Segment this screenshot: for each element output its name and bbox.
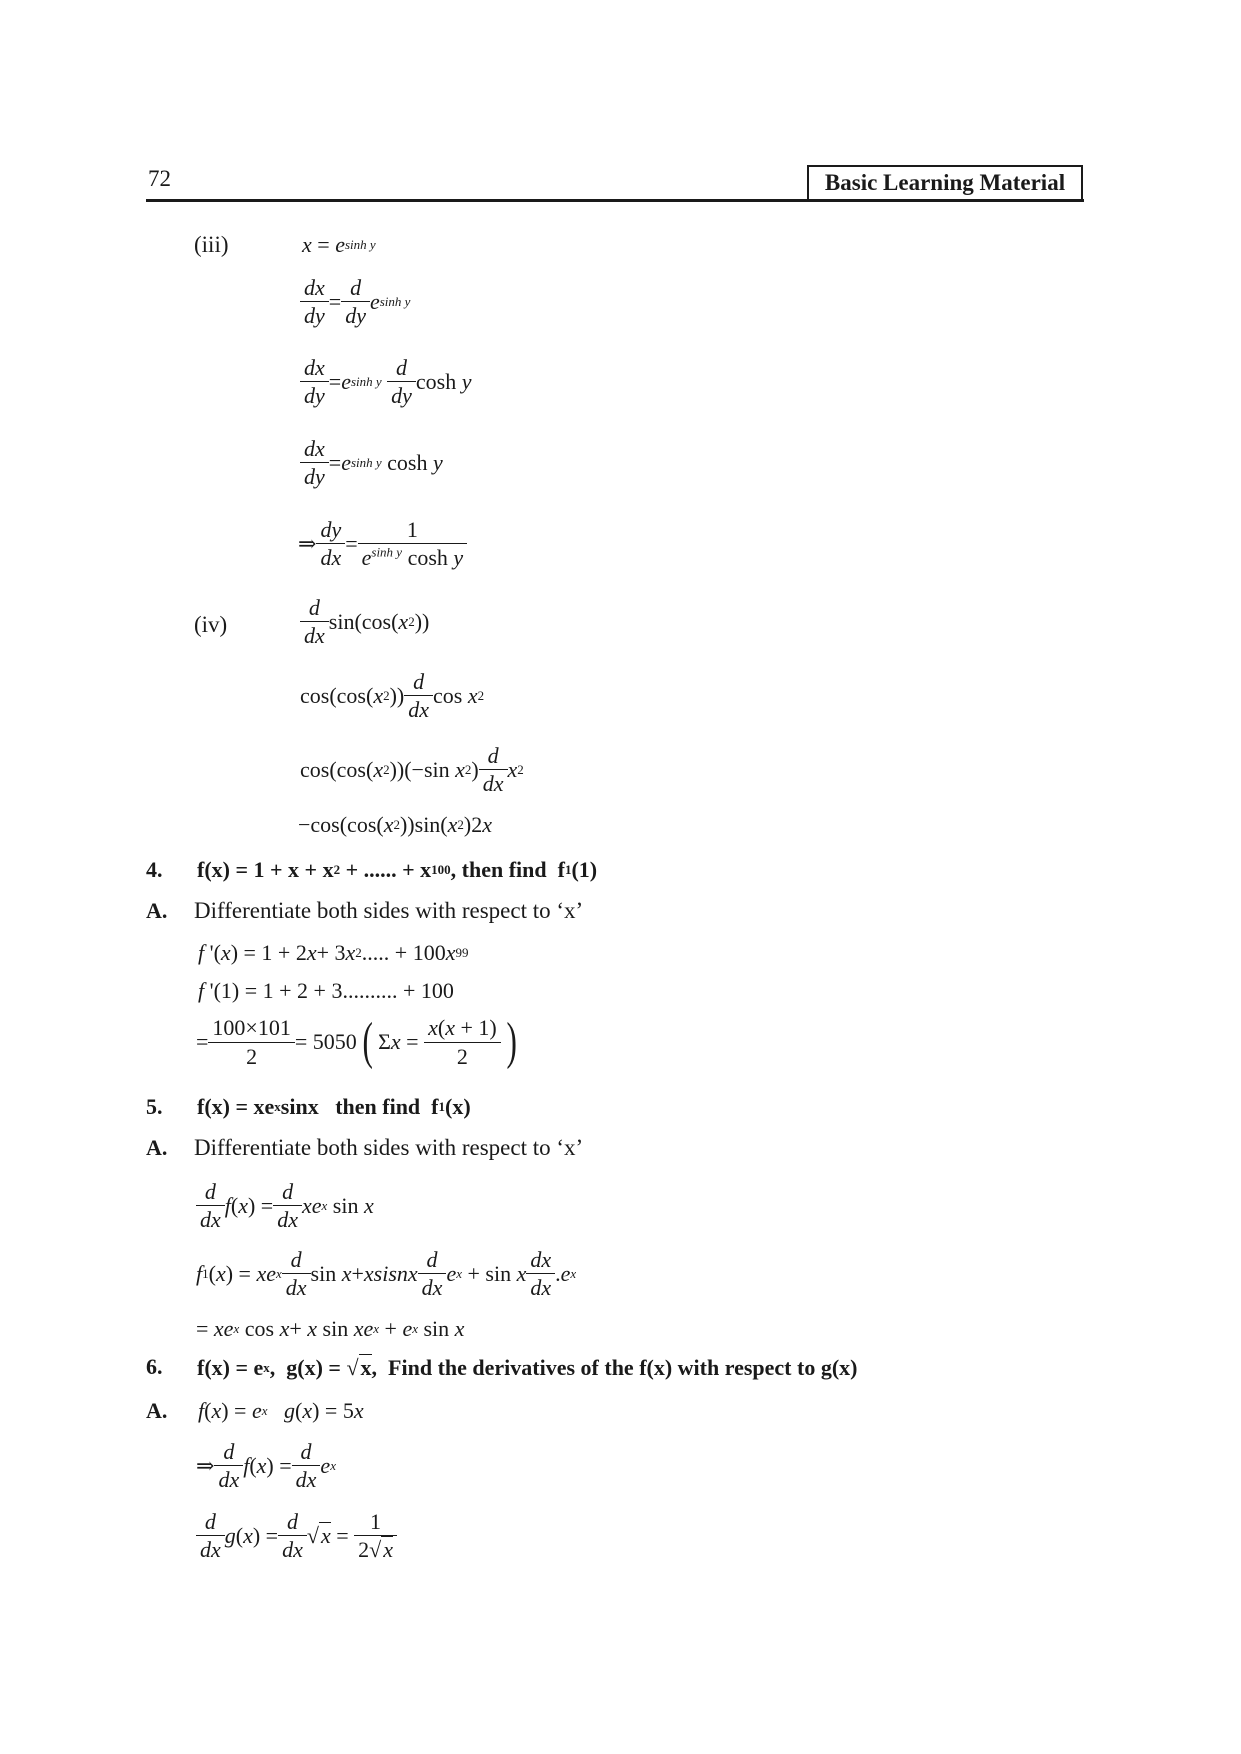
- q6-question: f(x) = e x , g(x) = √ x , Find the derivatives of the f(x) with respect to g(x): [197, 1354, 858, 1380]
- part-iii-line4: $\frac{dx}{dy}$ = e sinh y cosh y: [300, 437, 443, 488]
- part-iv-line2: cos(cos( x 2 )) $\frac{d}{dx}$ cos x 2: [300, 669, 485, 723]
- page-number: 72: [148, 166, 171, 191]
- q6-line2: ⇒ $\frac{d}{dx}$ f ( x ) = $\frac{d}{dx}$ e x: [196, 1439, 336, 1493]
- part-iv-line3: cos(cos( x 2 ))(−sin x 2 ) $\frac{d}{dx}$ x 2: [300, 743, 524, 797]
- q5-line2: f 1 ( x ) = xe x $\frac{d}{dx}$ sin x + xsisnx $\frac{d}{dx}$ e x + sin x $\frac{dx}{dx}$ . e x: [196, 1247, 577, 1301]
- q6-answer-label: A.: [146, 1398, 168, 1423]
- q5-answer-text: Differentiate both sides with respect to ‘x’: [194, 1135, 584, 1160]
- q5-question: f(x) = xe x sinx then find f 1 (x): [197, 1094, 471, 1119]
- part-iii-line1: x = e sinh y: [302, 232, 376, 257]
- header-rule: [146, 199, 1084, 202]
- q6-number: 6.: [146, 1354, 163, 1379]
- q6-line3: $\frac{d}{dx}$ g ( x ) = $\frac{d}{dx}$ √ x = $\frac{1}{2√x}$: [196, 1510, 397, 1561]
- q4-line2: f '(1) = 1 + 2 + 3.......... + 100: [198, 978, 454, 1003]
- part-iv-line4: −cos(cos( x 2 ))sin( x 2 )2 x: [298, 812, 492, 837]
- part-iii-line5: ⇒ $\frac{dy}{dx}$ = $\frac{1}{e^{sinh y} \cosh y}$: [298, 518, 467, 569]
- q4-answer-text: Differentiate both sides with respect to ‘x’: [194, 898, 584, 923]
- q5-line3: = xe x cos x + x sin xe x + e x sin x: [196, 1316, 465, 1341]
- part-iv-line1: $\frac{d}{dx}$ sin(cos( x 2 )): [300, 596, 429, 647]
- part-iv-label: (iv): [194, 612, 228, 637]
- q4-line1: f '( x ) = 1 + 2 x + 3 x 2 ..... + 100 x 99: [198, 940, 469, 965]
- q4-number: 4.: [146, 857, 163, 882]
- q6-line1: f ( x ) = e x g ( x ) = 5 x: [198, 1398, 364, 1423]
- q4-line3: = $\frac{100\times 101}{2}$ = 5050 ( Σ x = $\frac{x(x + 1)}{2}$ ): [196, 1013, 517, 1070]
- part-iii-line3: $\frac{dx}{dy}$ = e sinh y $\frac{d}{dy}$ cosh y: [300, 356, 472, 407]
- q4-question: f(x) = 1 + x + x 2 + ...... + x 100 , then find f 1 (1): [197, 857, 598, 882]
- q4-answer-label: A.: [146, 898, 168, 923]
- part-iii-label: (iii): [194, 232, 229, 257]
- q5-answer-label: A.: [146, 1135, 168, 1160]
- q5-number: 5.: [146, 1094, 163, 1119]
- q5-line1: $\frac{d}{dx}$ f ( x ) = $\frac{d}{dx}$ xe x sin x: [196, 1180, 374, 1231]
- part-iii-line2: $\frac{dx}{dy}$ = $\frac{d}{dy}$ e sinh y: [300, 276, 410, 327]
- header-title: Basic Learning Material: [807, 165, 1083, 201]
